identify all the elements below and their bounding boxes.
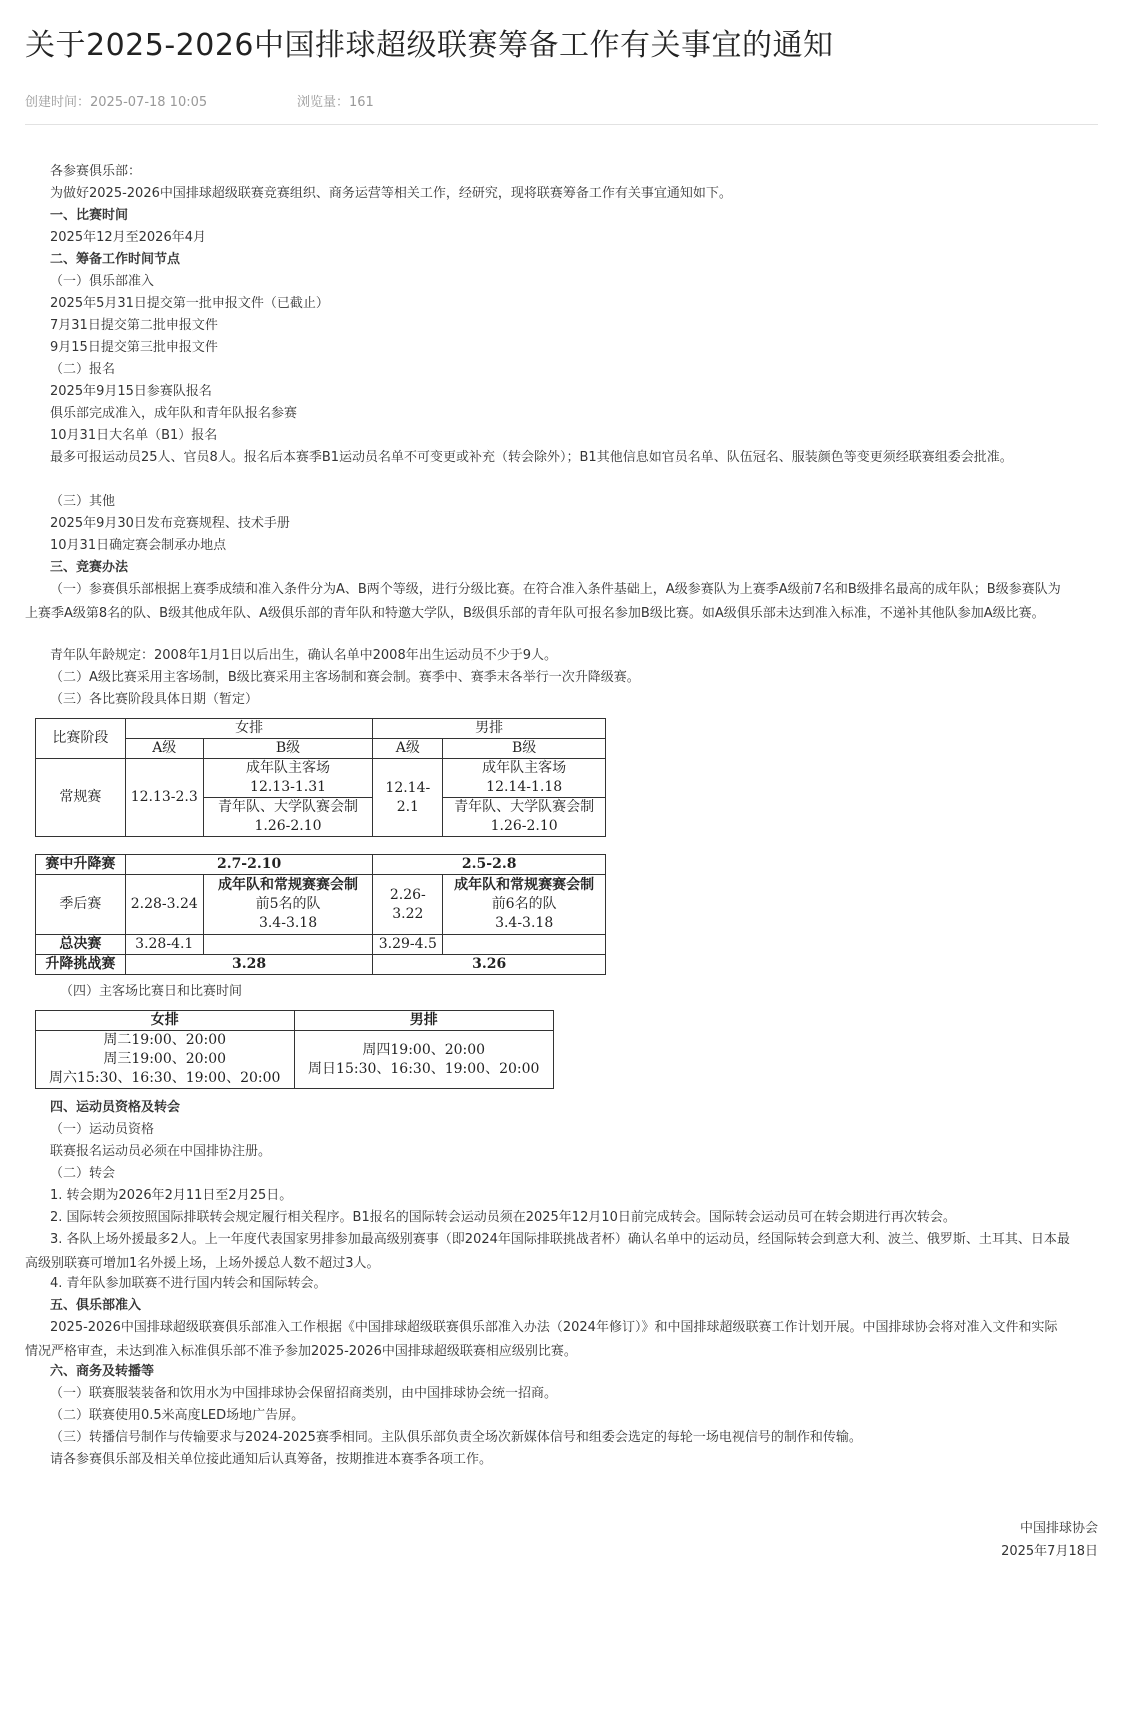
row-final-label: 总决赛 [36, 935, 126, 955]
paragraph: 俱乐部完成准入，成年队和青年队报名参赛 [50, 406, 298, 421]
women-b-senior: 成年队主客场 12.13-1.31 [203, 759, 373, 798]
paragraph: （四）主客场比赛日和比赛时间 [60, 984, 243, 999]
men-match-times: 周四19:00、20:00 周日15:30、16:30、19:00、20:00 [294, 1031, 554, 1089]
section-heading: 三、竞赛办法 [50, 560, 129, 575]
paragraph: （三）转播信号制作与传输要求与2024-2025赛季相同。主队俱乐部负责全场次新媒体信号和组委会选定的每轮一场电视信号的制作和传输。 [50, 1430, 862, 1445]
post-men-a: 2.26-3.22 [373, 875, 443, 935]
signature-date: 2025年7月18日 [1001, 1544, 1098, 1559]
final-men-empty [443, 935, 606, 955]
paragraph: 1. 转会期为2026年2月11日至2月25日。 [50, 1188, 293, 1203]
final-men: 3.29-4.5 [373, 935, 443, 955]
paragraph: 9月15日提交第三批申报文件 [50, 340, 218, 355]
section-heading: 六、商务及转播等 [50, 1364, 155, 1379]
page-title: 关于2025-2026中国排球超级联赛筹备工作有关事宜的通知 [25, 28, 834, 63]
section-heading: 四、运动员资格及转会 [50, 1100, 181, 1115]
paragraph: （一）俱乐部准入 [50, 274, 155, 289]
paragraph: （三）其他 [50, 494, 116, 509]
mid-women: 2.7-2.10 [125, 855, 373, 875]
post-women-b: 成年队和常规赛赛会制 前5名的队 3.4-3.18 [203, 875, 373, 935]
paragraph: （二）联赛使用0.5米高度LED场地广告屏。 [50, 1408, 305, 1423]
women-match-times: 周二19:00、20:00 周三19:00、20:00 周六15:30、16:30、19:00、20:00 [36, 1031, 295, 1089]
paragraph: （二）报名 [50, 362, 116, 377]
schedule-table-playoffs [35, 854, 606, 975]
men-b-senior: 成年队主客场 12.14-1.18 [443, 759, 606, 798]
paragraph: 7月31日提交第二批申报文件 [50, 318, 218, 333]
paragraph: 4. 青年队参加联赛不进行国内转会和国际转会。 [50, 1276, 327, 1291]
section-heading: 五、俱乐部准入 [50, 1298, 142, 1313]
paragraph: （一）参赛俱乐部根据上赛季成绩和准入条件分为A、B两个等级，进行分级比赛。在符合准入条件基础上，A级参赛队为上赛季A级前7名和B级排名最高的成年队；B级参赛队为上赛季A级第8名的队、B级其他成年队、A级俱乐部的青年队和特邀大学队，B级俱乐部的青年队可报名参加B级比赛。如A级俱乐部未达到准入标准，不递补其他队参加A级比赛。 [25, 582, 1061, 621]
men-a-regular: 12.14-2.1 [373, 759, 443, 837]
header-men-a: A级 [373, 739, 443, 759]
promo-men: 3.26 [373, 955, 606, 975]
header-women: 女排 [36, 1011, 295, 1031]
final-women-empty [203, 935, 373, 955]
closing-paragraph: 请各参赛俱乐部及相关单位接此通知后认真筹备，按期推进本赛季各项工作。 [50, 1452, 493, 1467]
paragraph: 3. 各队上场外援最多2人。上一年度代表国家男排参加最高级别赛事（即2024年国际排联挑战者杯）确认名单中的运动员，经国际转会到意大利、波兰、俄罗斯、土耳其、日本最高级别联赛可增加1名外援上场，上场外援总人数不超过3人。 [25, 1232, 1070, 1271]
row-post-label: 季后赛 [36, 875, 126, 935]
schedule-table-regular [35, 718, 606, 837]
mid-men: 2.5-2.8 [373, 855, 606, 875]
women-a-regular: 12.13-2.3 [125, 759, 203, 837]
paragraph: 最多可报运动员25人、官员8人。报名后本赛季B1运动员名单不可变更或补充（转会除外）；B1其他信息如官员名单、队伍冠名、服装颜色等变更须经联赛组委会批准。 [50, 450, 1013, 465]
paragraph: 2. 国际转会须按照国际排联转会规定履行相关程序。B1报名的国际转会运动员须在2025年12月10日前完成转会。国际转会运动员可在转会期进行再次转会。 [50, 1210, 956, 1225]
paragraph: 2025年12月至2026年4月 [50, 230, 206, 245]
paragraph: 10月31日大名单（B1）报名 [50, 428, 218, 443]
paragraph: 10月31日确定赛会制承办地点 [50, 538, 227, 553]
row-mid-label: 赛中升降赛 [36, 855, 126, 875]
paragraph: （二）转会 [50, 1166, 116, 1181]
paragraph: 青年队年龄规定：2008年1月1日以后出生，确认名单中2008年出生运动员不少于9人。 [50, 648, 557, 663]
paragraph: （一）联赛服装装备和饮用水为中国排球协会保留招商类别，由中国排球协会统一招商。 [50, 1386, 558, 1401]
section-heading: 一、比赛时间 [50, 208, 129, 223]
post-women-a: 2.28-3.24 [125, 875, 203, 935]
salutation: 各参赛俱乐部： [50, 164, 142, 179]
paragraph: 2025年5月31日提交第一批申报文件（已截止） [50, 296, 329, 311]
paragraph: （一）运动员资格 [50, 1122, 155, 1137]
header-stage: 比赛阶段 [36, 719, 126, 759]
header-women-b: B级 [203, 739, 373, 759]
header-divider [25, 124, 1098, 125]
row-regular-label: 常规赛 [36, 759, 126, 837]
header-women: 女排 [125, 719, 373, 739]
paragraph: 2025年9月15日参赛队报名 [50, 384, 212, 399]
created-time: 创建时间：2025-07-18 10:05 [25, 95, 208, 110]
final-women: 3.28-4.1 [125, 935, 203, 955]
promo-women: 3.28 [125, 955, 373, 975]
women-b-youth: 青年队、大学队赛会制 1.26-2.10 [203, 798, 373, 837]
paragraph: （三）各比赛阶段具体日期（暂定） [50, 692, 259, 707]
section-heading: 二、筹备工作时间节点 [50, 252, 181, 267]
article-meta [25, 91, 374, 110]
paragraph: （二）A级比赛采用主客场制，B级比赛采用主客场制和赛会制。赛季中、赛季末各举行一次升降级赛。 [50, 670, 640, 685]
match-time-table [35, 1010, 554, 1089]
header-men: 男排 [373, 719, 606, 739]
men-b-youth: 青年队、大学队赛会制 1.26-2.10 [443, 798, 606, 837]
paragraph: 为做好2025-2026中国排球超级联赛竞赛组织、商务运营等相关工作，经研究，现将联赛筹备工作有关事宜通知如下。 [50, 186, 732, 201]
header-men-b: B级 [443, 739, 606, 759]
signature-org: 中国排球协会 [1019, 1521, 1098, 1536]
paragraph: 联赛报名运动员必须在中国排协注册。 [50, 1144, 272, 1159]
view-count: 浏览量：161 [297, 95, 374, 110]
paragraph: 2025年9月30日发布竞赛规程、技术手册 [50, 516, 290, 531]
row-promo-label: 升降挑战赛 [36, 955, 126, 975]
header-men: 男排 [294, 1011, 554, 1031]
paragraph: 2025-2026中国排球超级联赛俱乐部准入工作根据《中国排球超级联赛俱乐部准入办法（2024年修订）》和中国排球超级联赛工作计划开展。中国排球协会将对准入文件和实际情况严格审查，未达到准入标准俱乐部不准予参加2025-2026中国排球超级联赛相应级别比赛。 [25, 1320, 1058, 1359]
post-men-b: 成年队和常规赛赛会制 前6名的队 3.4-3.18 [443, 875, 606, 935]
header-women-a: A级 [125, 739, 203, 759]
